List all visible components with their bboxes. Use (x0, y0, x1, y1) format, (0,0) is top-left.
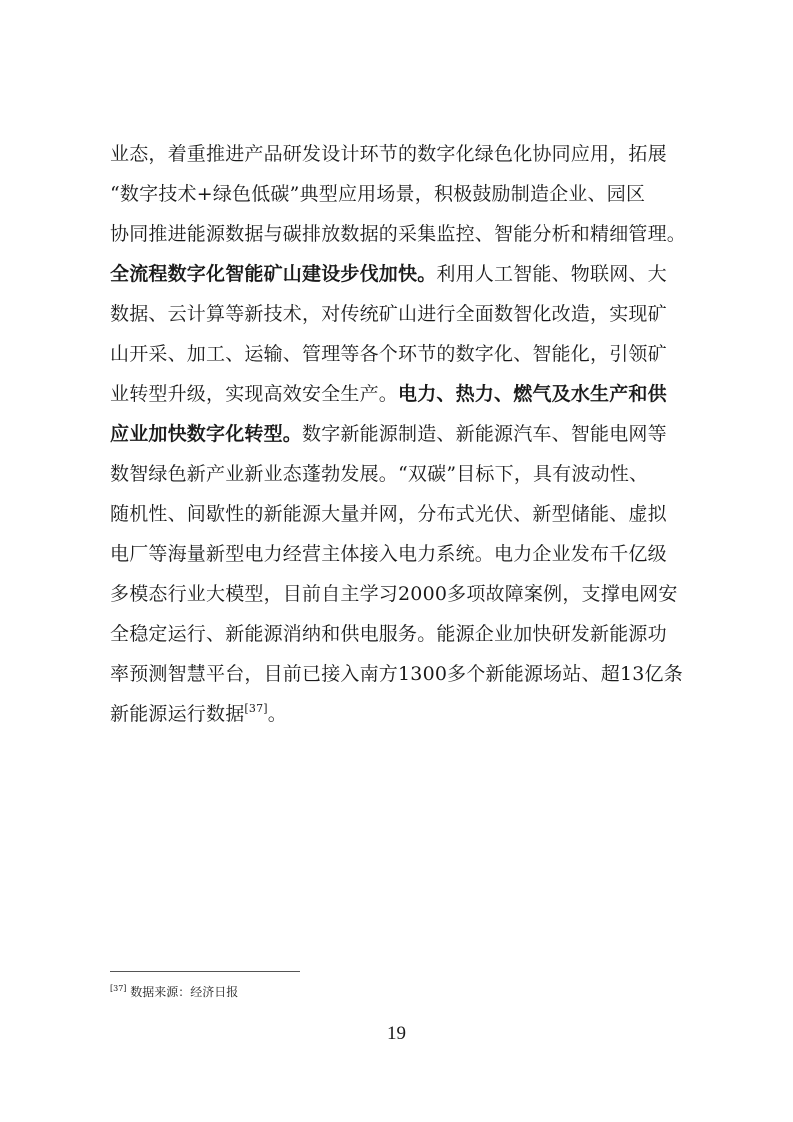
text-line (110, 254, 700, 294)
footnote-marker: [37] (110, 984, 127, 993)
text-line (110, 694, 700, 734)
text-line (110, 374, 700, 414)
footnote-text: 数据来源：经济日报 (130, 985, 239, 999)
text-line: 业态，着重推进产品研发设计环节的数字化绿色化协同应用，拓展 (110, 143, 667, 165)
text-run: 业转型升级，实现高效安全生产。 (110, 383, 399, 405)
section-heading-utilities-cont: 应业加快数字化转型。 (110, 423, 303, 445)
text-line (110, 414, 700, 454)
text-line: 数据、云计算等新技术，对传统矿山进行全面数智化改造，实现矿 (110, 303, 667, 325)
text-line: “数字技术+绿色低碳”典型应用场景，积极鼓励制造企业、园区 (110, 183, 646, 205)
text-line: 电厂等海量新型电力经营主体接入电力系统。电力企业发布千亿级 (110, 543, 667, 565)
text-run: 新能源运行数据 (110, 703, 245, 725)
text-line: 山开采、加工、运输、管理等各个环节的数字化、智能化，引领矿 (110, 343, 667, 365)
section-heading-utilities: 电力、热力、燃气及水生产和供 (398, 383, 667, 405)
text-line: 多模态行业大模型，目前自主学习2000多项故障案例，支撑电网安 (110, 583, 678, 605)
text-line: 随机性、间歇性的新能源大量并网，分布式光伏、新型储能、虚拟 (110, 503, 667, 525)
footnote-divider (110, 971, 300, 972)
text-line: 数智绿色新产业新业态蓬勃发展。“双碳”目标下，具有波动性、 (110, 463, 649, 485)
text-line: 全稳定运行、新能源消纳和供电服务。能源企业加快研发新能源功 (110, 623, 667, 645)
footnote-reference[interactable]: [37] (244, 702, 268, 715)
section-heading-mining: 全流程数字化智能矿山建设步伐加快。 (110, 263, 437, 285)
footnote (110, 984, 238, 1000)
text-run: 数字新能源制造、新能源汽车、智能电网等 (302, 423, 667, 445)
text-run: 。 (267, 703, 287, 725)
text-line: 协同推进能源数据与碳排放数据的采集监控、智能分析和精细管理。 (110, 223, 687, 245)
body-paragraph (110, 134, 700, 734)
text-run: 利用人工智能、物联网、大 (436, 263, 667, 285)
page-number: 19 (387, 1023, 406, 1044)
text-line: 率预测智慧平台，目前已接入南方1300多个新能源场站、超13亿条 (110, 663, 683, 685)
